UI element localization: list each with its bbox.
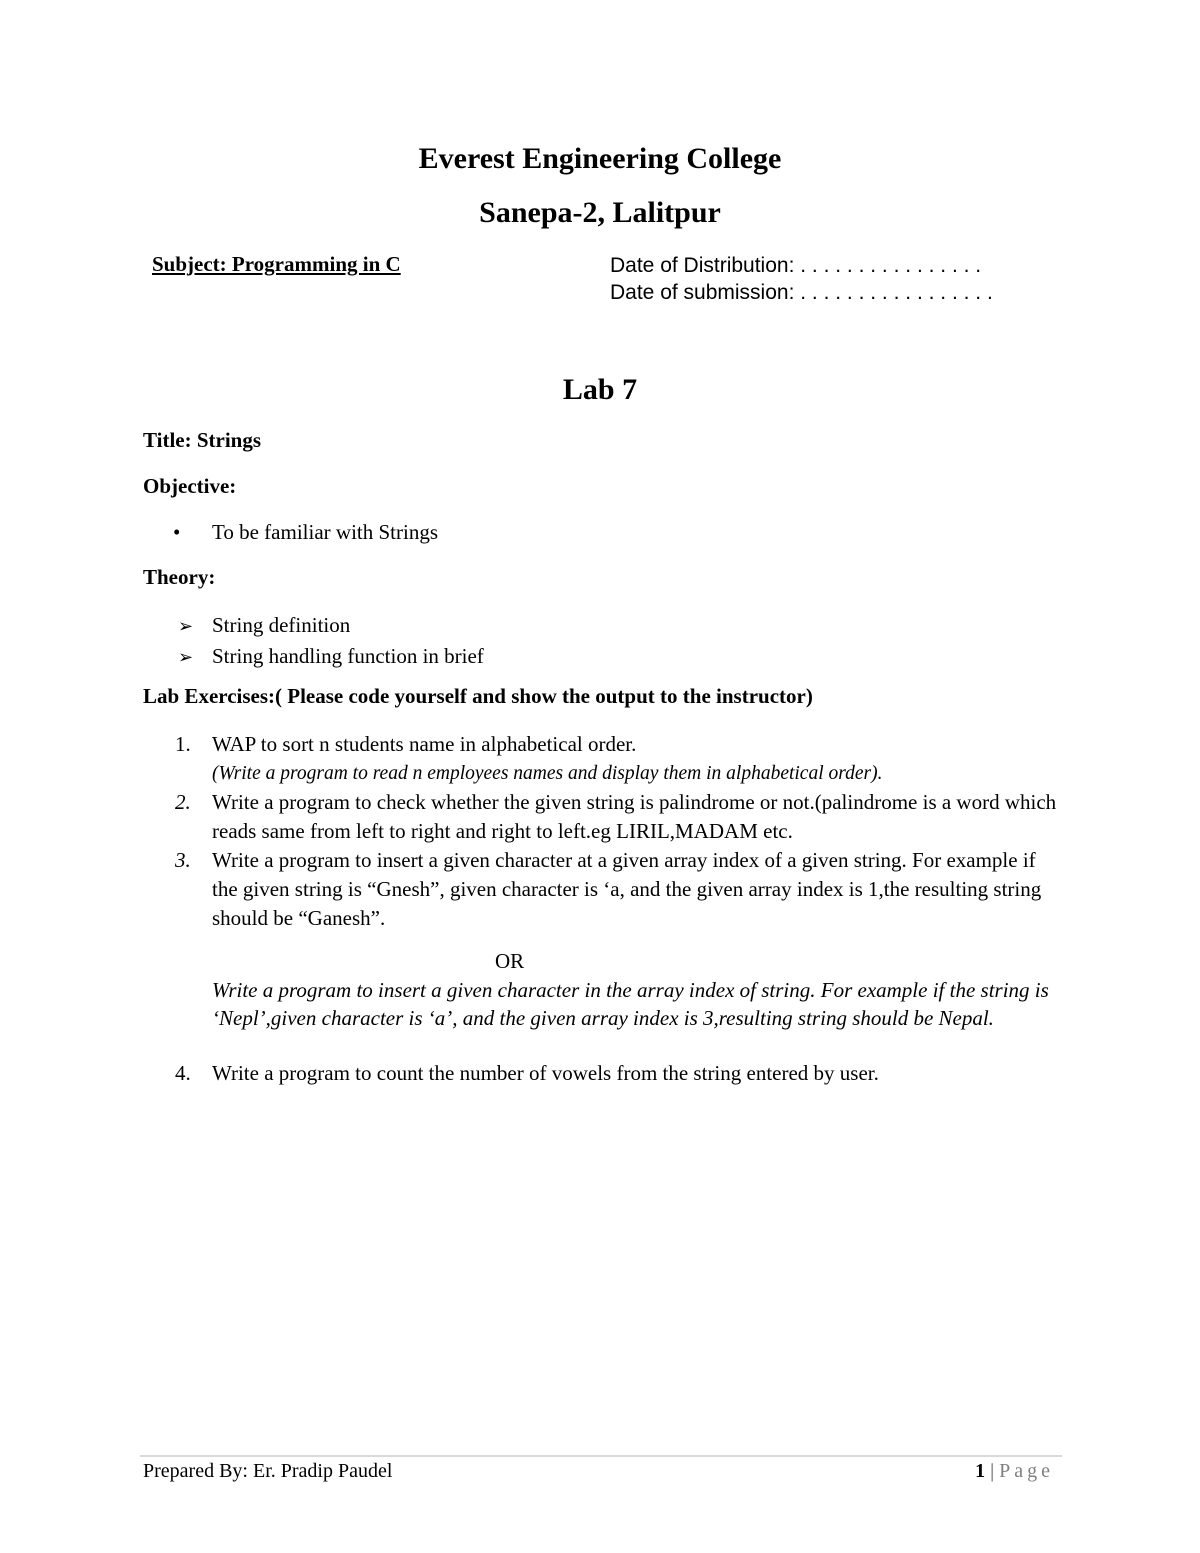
exercise-text: Write a program to count the number of vowels from the string entered by user.: [212, 1061, 879, 1085]
footer-prepared-by: Prepared By: Er. Pradip Paudel: [143, 1460, 393, 1482]
exercise-item: [175, 788, 1065, 846]
objective-heading: Objective:: [143, 474, 237, 498]
college-address: Sanepa-2, Lalitpur: [479, 196, 721, 229]
theory-item-text: String definition: [212, 613, 351, 637]
exercise-number: 3.: [175, 848, 191, 872]
exercise-number: 1.: [175, 732, 191, 756]
lab-exercises-heading: Lab Exercises:( Please code yourself and show the output to the instructor): [143, 684, 813, 708]
exercise-item: [175, 1059, 1065, 1088]
objective-list-item: [173, 520, 438, 545]
date-of-submission: Date of submission: . . . . . . . . . . . . . . . . .: [610, 281, 993, 304]
exercise-note: (Write a program to read n employees names and display them in alphabetical order).: [212, 763, 883, 784]
exercise-text: Write a program to check whether the given string is palindrome or not.(palindrome is a word which reads same from left to right and right to left.eg LIRIL,MADAM etc.: [212, 790, 1057, 843]
page-separator: |: [990, 1460, 995, 1482]
theory-list: [178, 610, 484, 672]
objective-item-text: To be familiar with Strings: [212, 520, 438, 544]
arrow-bullet-icon: ➢: [178, 647, 194, 667]
page-number: 1: [975, 1460, 986, 1482]
theory-list-item: [178, 610, 484, 641]
lab-title: Lab 7: [562, 373, 638, 406]
footer-page-indicator: [975, 1460, 1054, 1483]
arrow-bullet-icon: ➢: [178, 616, 194, 636]
exercise-number: 4.: [175, 1061, 191, 1085]
theory-heading: Theory:: [143, 565, 216, 589]
exercise-item: [175, 730, 1065, 788]
exercise-item: [175, 846, 1065, 933]
date-of-distribution: Date of Distribution: . . . . . . . . . . . . . . . .: [610, 254, 982, 277]
exercise-text: Write a program to insert a given character at a given array index of a given string. For example if the given string is “Gnesh”, given character is ‘a, and the given array index is 1,the resulting string should be “Ganesh”.: [212, 848, 1042, 930]
exercise-number: 2.: [175, 790, 191, 814]
bullet-icon: •: [173, 520, 181, 544]
theory-list-item: [178, 641, 484, 672]
page-word: Page: [999, 1460, 1054, 1482]
title-heading: Title: Strings: [143, 428, 262, 452]
exercise-text: WAP to sort n students name in alphabetical order.: [212, 732, 637, 756]
dates-block: [610, 252, 993, 306]
subject-label: Subject: Programming in C: [152, 252, 401, 276]
college-name: Everest Engineering College: [418, 142, 782, 175]
or-separator: OR: [495, 949, 525, 973]
theory-item-text: String handling function in brief: [212, 644, 484, 668]
exercise-alternative: Write a program to insert a given character in the array index of string. For example if the string is ‘Nepl’,given character is ‘a’, and the given array index is 3,resulting string should be Nepal.: [212, 978, 1049, 1030]
footer-divider: [140, 1455, 1062, 1457]
